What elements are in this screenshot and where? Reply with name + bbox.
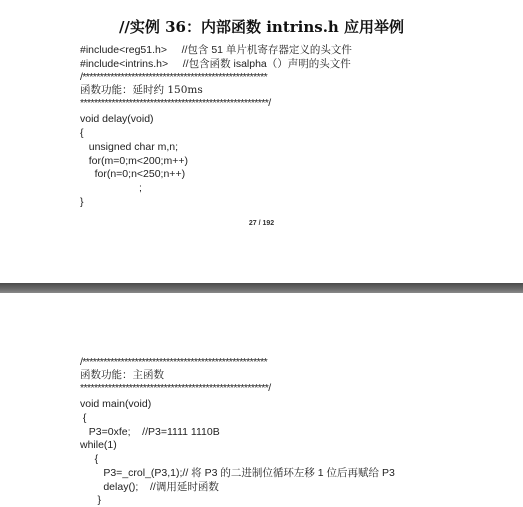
code-line-close-brace: } (80, 196, 84, 208)
code-line-declare-vars: unsigned char m,n; (80, 141, 179, 153)
code-line-delay-signature: void delay(void) (80, 113, 154, 125)
code-line-p3-init: P3=0xfe; //P3=1111 1110B (80, 426, 220, 438)
code-line-while-open-brace: { (80, 453, 99, 465)
code-line-include-reg51: #include<reg51.h> //包含 51 单片机寄存器定义的头文件 (80, 44, 352, 56)
comment-border-top: /***************************************************** (80, 356, 268, 368)
code-line-outer-for: for(m=0;m<200;m++) (80, 155, 188, 167)
code-line-while: while(1) (80, 439, 117, 451)
page-title: //实例 36：内部函数 intrins.h 应用举例 (118, 18, 405, 36)
page-number: 27 / 192 (248, 220, 275, 227)
page-separator (0, 283, 523, 293)
code-line-inner-for: for(n=0;n<250;n++) (80, 168, 186, 180)
comment-border-top: /***************************************************** (80, 71, 268, 83)
code-line-include-intrins: #include<intrins.h> //包含函数 isalpha（）声明的头文件 (80, 58, 351, 70)
code-line-while-close-brace: } (80, 494, 102, 506)
code-line-empty-statement: ; (139, 182, 142, 194)
comment-main-description: 函数功能：主函数 (80, 369, 164, 381)
code-line-delay-call: delay(); //调用延时函数 (80, 481, 219, 493)
document-page-28 (0, 293, 523, 507)
code-line-main-signature: void main(void) (80, 398, 152, 410)
comment-border-bottom: ******************************************************/ (80, 382, 271, 394)
code-line-open-brace: { (80, 412, 87, 424)
code-line-open-brace: { (80, 127, 84, 139)
comment-border-bottom: ******************************************************/ (80, 97, 271, 109)
code-line-crol: P3=_crol_(P3,1);// 将 P3 的二进制位循环左移 1 位后再赋给 P3 (80, 467, 395, 479)
comment-delay-description: 函数功能：延时约 150ms (80, 84, 203, 96)
